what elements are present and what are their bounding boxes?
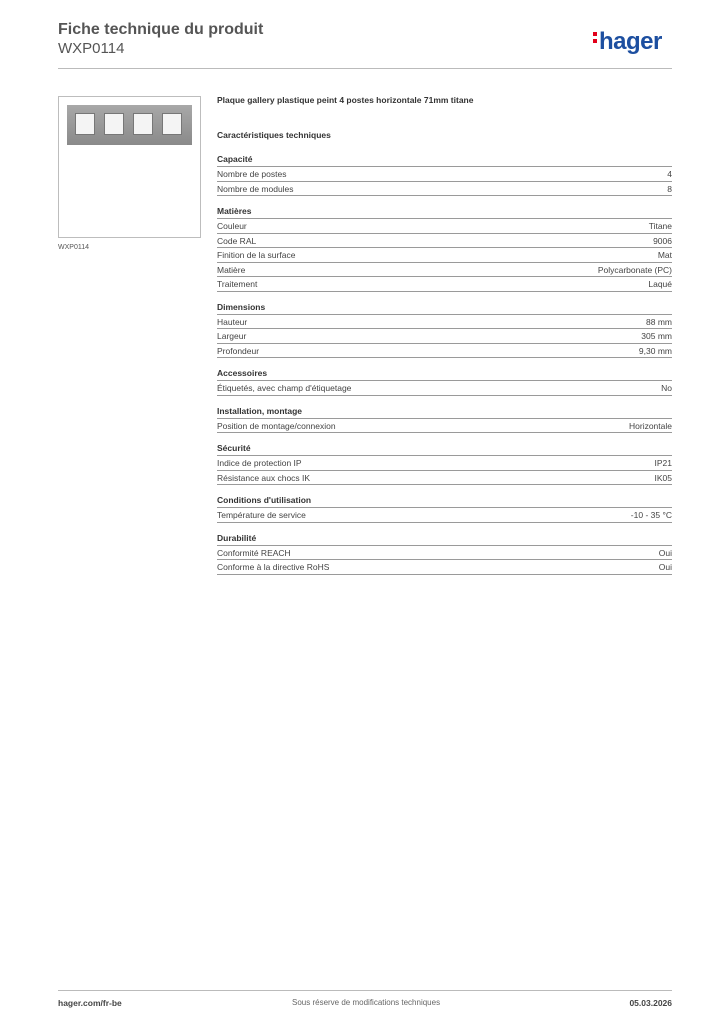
logo-dots-icon xyxy=(593,29,598,46)
header-divider xyxy=(58,68,672,69)
spec-value: Laqué xyxy=(648,279,672,289)
spec-label: Code RAL xyxy=(217,235,257,246)
spec-label: Indice de protection IP xyxy=(217,458,302,468)
spec-label: Traitement xyxy=(217,279,258,289)
image-caption: WXP0114 xyxy=(58,244,89,251)
spec-row xyxy=(217,559,672,575)
spec-label: Nombre de modules xyxy=(217,183,294,194)
spec-row xyxy=(217,314,672,329)
spec-row xyxy=(217,247,672,262)
spec-rows xyxy=(217,455,672,485)
spec-value: Titane xyxy=(648,221,672,231)
spec-label: Conforme à la directive RoHS xyxy=(217,562,330,572)
spec-rows xyxy=(217,166,672,196)
spec-row xyxy=(217,276,672,292)
spec-section xyxy=(217,494,672,523)
spec-label: Étiquetés, avec champ d'étiquetage xyxy=(217,383,352,393)
spec-value: Mat xyxy=(657,250,672,260)
footer-disclaimer: Sous réserve de modifications techniques xyxy=(292,998,441,1007)
spec-section xyxy=(217,153,672,196)
spec-label: Température de service xyxy=(217,510,306,520)
spec-label: Profondeur xyxy=(217,345,260,356)
spec-row xyxy=(217,218,672,233)
spec-label: Largeur xyxy=(217,331,247,341)
spec-row xyxy=(217,343,672,359)
spec-sheet xyxy=(217,92,672,584)
logo-text: hager xyxy=(599,28,662,55)
spec-value: Oui xyxy=(658,547,672,558)
spec-row xyxy=(217,455,672,470)
specs-heading: Caractéristiques techniques xyxy=(217,130,331,140)
spec-label: Matière xyxy=(217,264,246,275)
spec-sections xyxy=(217,153,672,575)
plate-window xyxy=(162,113,182,135)
spec-row xyxy=(217,545,672,560)
plate-window xyxy=(133,113,153,135)
spec-section xyxy=(217,442,672,485)
spec-value: 9,30 mm xyxy=(638,345,672,356)
spec-row xyxy=(217,418,672,434)
spec-label: Couleur xyxy=(217,221,247,231)
page-title: Fiche technique du produit xyxy=(58,21,264,38)
spec-rows xyxy=(217,545,672,575)
spec-section xyxy=(217,405,672,434)
spec-row xyxy=(217,470,672,486)
spec-value: 305 mm xyxy=(641,331,672,341)
spec-value: IK05 xyxy=(654,472,672,483)
section-title: Accessoires xyxy=(217,368,268,378)
spec-section xyxy=(217,367,672,396)
product-description: Plaque gallery plastique peint 4 postes horizontale 71mm titane xyxy=(217,95,474,105)
spec-row xyxy=(217,181,672,197)
spec-value: Polycarbonate (PC) xyxy=(597,264,672,275)
hager-logo xyxy=(593,28,662,56)
spec-rows xyxy=(217,218,672,292)
spec-rows xyxy=(217,314,672,359)
spec-section xyxy=(217,301,672,359)
section-title: Durabilité xyxy=(217,532,257,543)
footer-divider xyxy=(58,990,672,991)
spec-rows xyxy=(217,380,672,396)
spec-row xyxy=(217,328,672,343)
spec-label: Finition de la surface xyxy=(217,250,296,260)
spec-row xyxy=(217,507,672,523)
spec-value: -10 - 35 °C xyxy=(630,510,672,520)
footer-date: 05.03.2026 xyxy=(629,998,672,1008)
plate-window xyxy=(104,113,124,135)
spec-value: IP21 xyxy=(654,458,672,468)
spec-label: Conformité REACH xyxy=(217,547,291,558)
product-reference: WXP0114 xyxy=(58,40,125,57)
spec-row xyxy=(217,262,672,277)
section-title: Capacité xyxy=(217,154,253,164)
spec-section xyxy=(217,205,672,292)
spec-row xyxy=(217,233,672,248)
spec-value: 9006 xyxy=(653,235,672,246)
section-title: Installation, montage xyxy=(217,405,303,416)
footer-website: hager.com/fr-be xyxy=(58,998,122,1008)
section-title: Matières xyxy=(217,206,252,216)
spec-label: Hauteur xyxy=(217,316,248,327)
plate-window xyxy=(75,113,95,135)
wall-plate-image xyxy=(67,105,192,145)
spec-value: No xyxy=(661,383,672,393)
spec-value: 4 xyxy=(667,169,672,179)
spec-rows xyxy=(217,507,672,523)
spec-value: Oui xyxy=(658,562,672,572)
spec-value: Horizontale xyxy=(629,420,672,431)
spec-label: Nombre de postes xyxy=(217,169,287,179)
page-header xyxy=(58,20,263,58)
section-title: Dimensions xyxy=(217,301,266,312)
spec-label: Position de montage/connexion xyxy=(217,420,336,431)
spec-value: 8 xyxy=(667,183,672,194)
section-title: Sécurité xyxy=(217,443,251,453)
spec-row xyxy=(217,166,672,181)
spec-section xyxy=(217,532,672,575)
product-image xyxy=(58,96,201,238)
spec-value: 88 mm xyxy=(646,316,672,327)
spec-rows xyxy=(217,418,672,434)
spec-row xyxy=(217,380,672,396)
spec-label: Résistance aux chocs IK xyxy=(217,472,311,483)
section-title: Conditions d'utilisation xyxy=(217,495,312,505)
